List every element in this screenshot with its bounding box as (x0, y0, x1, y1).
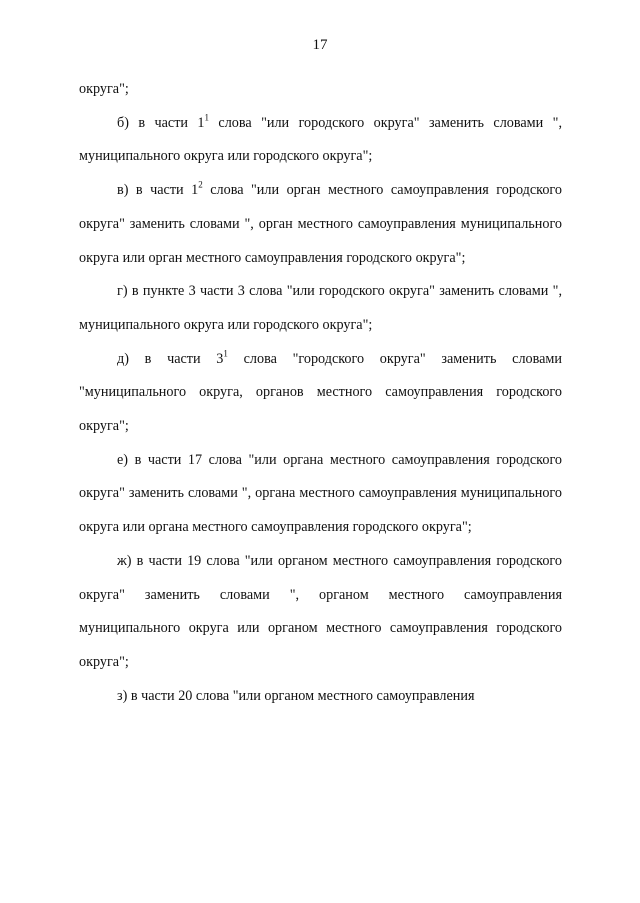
page-number: 17 (312, 37, 328, 53)
paragraph-text-end: слова "или орган местного самоуправления городского округа" заменить словами ", орган местного самоуправления муниципального округа или орган местного самоуправления городского округа"; (79, 182, 562, 266)
paragraph-text-start: д) в части 3 (117, 350, 224, 367)
paragraph-text: г) в пункте 3 части 3 слова "или городского округа" заменить словами ", муниципального округа или городского округа"; (79, 283, 562, 333)
superscript-index: 1 (204, 111, 209, 122)
paragraph-text: ж) в части 19 слова "или органом местного самоуправления городского округа" заменить словами ", органом местного самоуправления муниципального округа или органом местного самоуправления городского округа"; (79, 552, 562, 670)
paragraph-text-start: в) в части 1 (117, 182, 199, 199)
superscript-index: 2 (198, 179, 203, 190)
paragraph-text-end: слова "городского округа" заменить словами "муниципального округа, органов местного самоуправления городского округа"; (79, 350, 562, 435)
paragraph-text-start: б) в части 1 (117, 114, 205, 131)
paragraph-continuation (79, 73, 562, 107)
paragraph-text: з) в части 20 слова "или органом местного самоуправления (117, 687, 475, 704)
paragraph-item-g (79, 275, 562, 342)
paragraph-text-end: слова "или городского округа" заменить словами ", муниципального округа или городского округа"; (79, 114, 562, 165)
paragraph-item-d (79, 343, 562, 444)
paragraph-item-z (79, 680, 562, 714)
paragraph-text: округа"; (79, 81, 129, 97)
document-body (79, 73, 562, 713)
paragraph-text: е) в части 17 слова "или органа местного самоуправления городского округа" заменить словами ", органа местного самоуправления муниципального округа или органа местного самоуправления городского округа"; (79, 451, 562, 536)
paragraph-item-e (79, 444, 562, 545)
paragraph-item-b (79, 107, 562, 174)
paragraph-item-v (79, 174, 562, 275)
superscript-index: 1 (223, 347, 228, 358)
paragraph-item-zh (79, 545, 562, 680)
